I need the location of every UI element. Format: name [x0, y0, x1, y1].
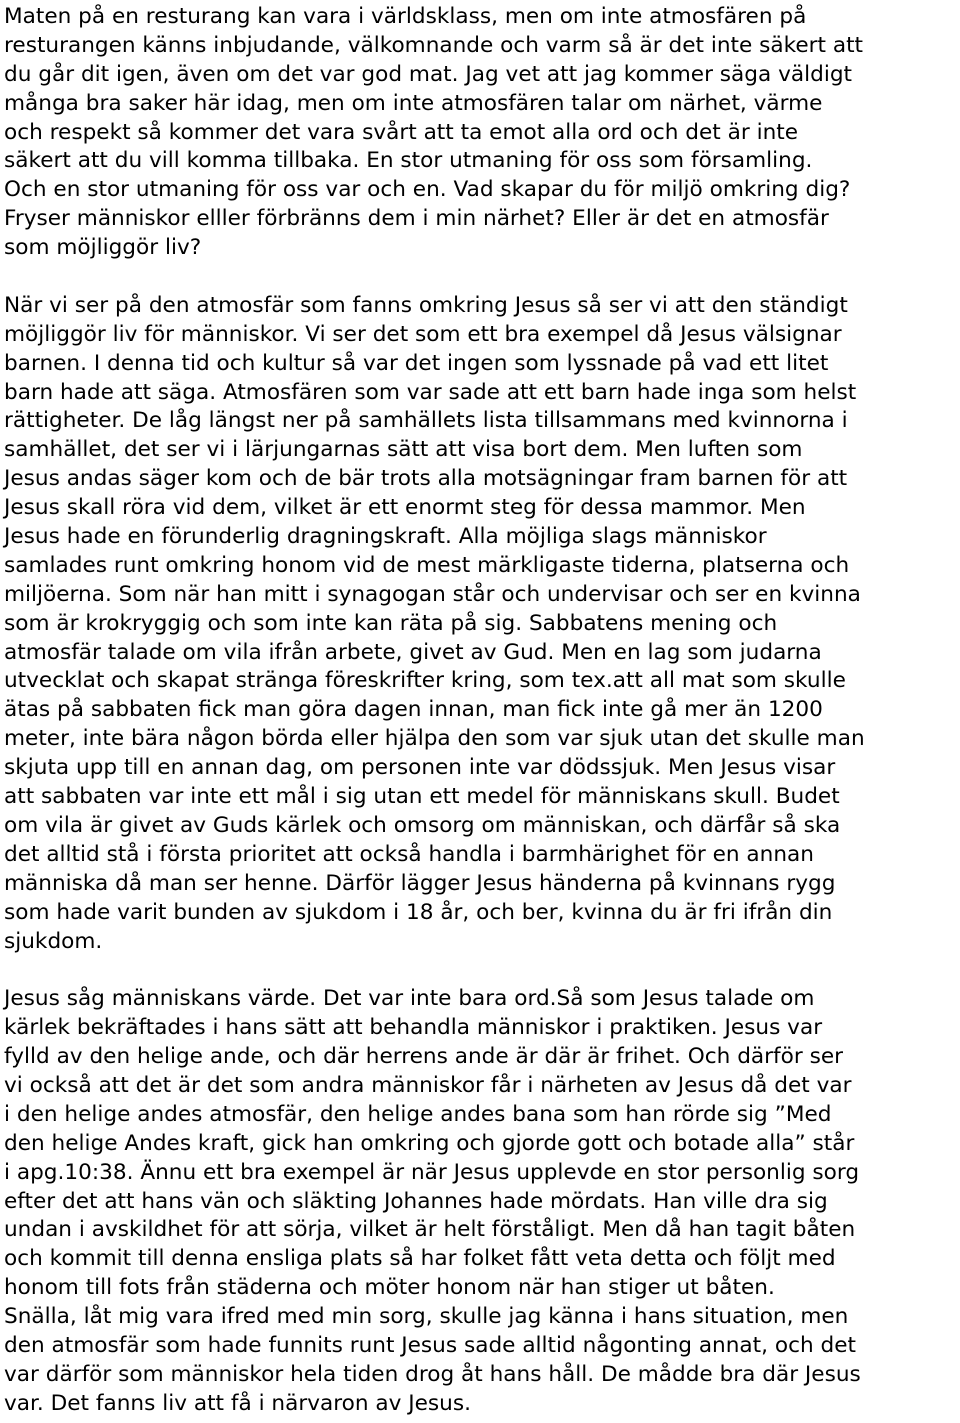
text-line: miljöerna. Som när han mitt i synagogan står och undervisar och ser en kvinna [4, 581, 861, 607]
text-line: honom till fots från städerna och möter honom när han stiger ut båten. [4, 1275, 775, 1301]
text-line: och kommit till denna ensliga plats så har folket fått veta detta och följt med [4, 1246, 836, 1272]
text-line: Fryser människor elller förbränns dem i min närhet? Eller är det en atmosfär [4, 206, 829, 232]
paragraph-2 [4, 292, 960, 956]
text-line: var därför som människor hela tiden drog åt hans håll. De mådde bra där Jesus [4, 1361, 861, 1387]
text-line: det alltid stå i första prioritet att också handla i barmhärighet för en annan [4, 841, 814, 867]
text-line: att sabbaten var inte ett mål i sig utan ett medel för människans skull. Budet [4, 784, 840, 810]
text-line: Jesus såg människans värde. Det var inte bara ord.Så som Jesus talade om [4, 986, 815, 1012]
text-line: barn hade att säga. Atmosfären som var sade att ett barn hade inga som helst [4, 379, 857, 405]
text-line: resturangen känns inbjudande, välkomnande och varm så är det inte säkert att [4, 32, 864, 58]
text-line: utvecklat och skapat stränga föreskrifter kring, som tex.att all mat som skulle [4, 668, 846, 694]
text-line: möjliggör liv för människor. Vi ser det som ett bra exempel då Jesus välsignar [4, 321, 842, 347]
paragraph-3 [4, 985, 960, 1418]
text-line: Jesus skall röra vid dem, vilket är ett enormt steg för dessa mammor. Men [4, 495, 806, 521]
paragraph-1 [4, 3, 960, 263]
text-line: människa då man ser henne. Därför lägger Jesus händerna på kvinnans rygg [4, 870, 836, 896]
text-line: Snälla, låt mig vara ifred med min sorg, skulle jag känna i hans situation, men [4, 1304, 849, 1330]
text-line: många bra saker här idag, men om inte atmosfären talar om närhet, värme [4, 90, 823, 116]
text-line: samlades runt omkring honom vid de mest märkligaste tiderna, platserna och [4, 552, 850, 578]
text-line: efter det att hans vän och släkting Johannes hade mördats. Han ville dra sig [4, 1188, 828, 1214]
text-line: atmosfär talade om vila ifrån arbete, givet av Gud. Men en lag som judarna [4, 639, 822, 665]
text-line: var. Det fanns liv att få i närvaron av Jesus. [4, 1390, 471, 1416]
text-line: barnen. I denna tid och kultur så var det ingen som lyssnade på vad ett litet [4, 350, 829, 376]
text-line: och respekt så kommer det vara svårt att ta emot alla ord och det är inte [4, 119, 799, 145]
text-line: vi också att det är det som andra människor får i närheten av Jesus då det var [4, 1072, 852, 1098]
text-line: du går dit igen, även om det var god mat. Jag vet att jag kommer säga väldigt [4, 61, 852, 87]
text-line: som är krokryggig och som inte kan räta på sig. Sabbatens mening och [4, 610, 778, 636]
text-line: När vi ser på den atmosfär som fanns omkring Jesus så ser vi att den ständigt [4, 292, 848, 318]
text-line: samhället, det ser vi i lärjungarnas sätt att visa bort dem. Men luften som [4, 437, 803, 463]
text-line: om vila är givet av Guds kärlek och omsorg om människan, och därfår så ska [4, 812, 841, 838]
text-line: sjukdom. [4, 928, 103, 954]
text-line: undan i avskildhet för att sörja, vilket är helt förståligt. Men då han tagit båten [4, 1217, 856, 1243]
text-line: den helige Andes kraft, gick han omkring och gjorde gott och botade alla” står [4, 1130, 855, 1156]
text-line: Och en stor utmaning för oss var och en. Vad skapar du för miljö omkring dig? [4, 177, 851, 203]
text-line: rättigheter. De låg längst ner på samhällets lista tillsammans med kvinnorna i [4, 408, 848, 434]
text-line: den atmosfär som hade funnits runt Jesus sade alltid någonting annat, och det [4, 1332, 856, 1358]
paragraph-spacer [4, 956, 960, 985]
text-line: säkert att du vill komma tillbaka. En stor utmaning för oss som församling. [4, 148, 813, 174]
text-line: Maten på en resturang kan vara i världsklass, men om inte atmosfären på [4, 4, 807, 29]
text-line: Jesus andas säger kom och de bär trots alla motsägningar fram barnen för att [4, 466, 848, 492]
text-line: skjuta upp till en annan dag, om personen inte var dödssjuk. Men Jesus visar [4, 755, 836, 781]
text-line: ätas på sabbaten fick man göra dagen innan, man fick inte gå mer än 1200 [4, 697, 823, 723]
text-line: Jesus hade en förunderlig dragningskraft. Alla möjliga slags människor [4, 524, 767, 550]
text-line: som hade varit bunden av sjukdom i 18 år, och ber, kvinna du är fri ifrån din [4, 899, 833, 925]
text-line: som möjliggör liv? [4, 235, 202, 261]
text-line: i apg.10:38. Ännu ett bra exempel är när Jesus upplevde en stor personlig sorg [4, 1159, 860, 1185]
text-line: fylld av den helige ande, och där herrens ande är där är frihet. Och därför ser [4, 1044, 843, 1070]
paragraph-spacer [4, 263, 960, 292]
text-line: meter, inte bära någon börda eller hjälpa den som var sjuk utan det skulle man [4, 726, 865, 752]
text-line: i den helige andes atmosfär, den helige andes bana som han rörde sig ”Med [4, 1101, 832, 1127]
text-line: kärlek bekräftades i hans sätt att behandla människor i praktiken. Jesus var [4, 1015, 823, 1041]
